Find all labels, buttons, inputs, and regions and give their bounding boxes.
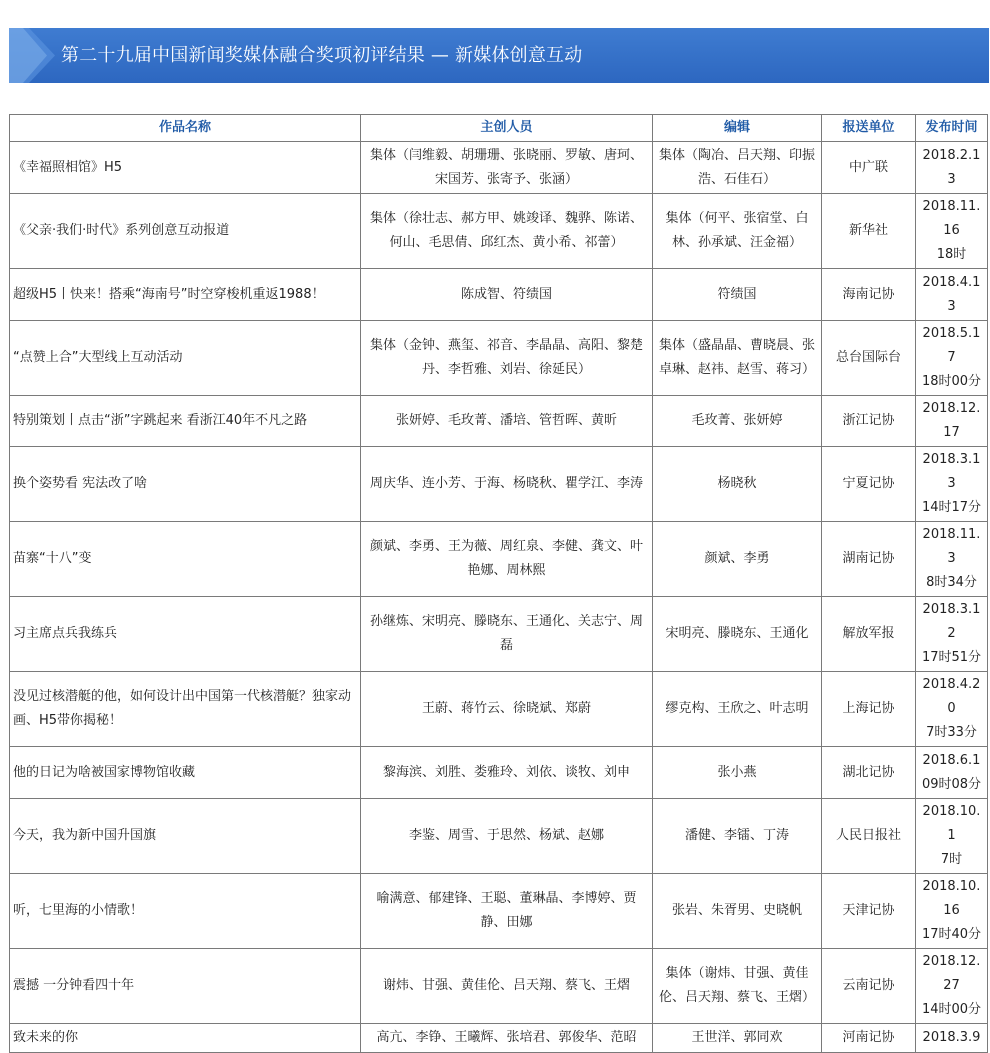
cell-editors: 毛玫菁、张妍婷 (653, 396, 822, 447)
cell-unit: 总台国际台 (822, 321, 916, 396)
title-banner (9, 28, 989, 83)
cell-unit: 新华社 (822, 194, 916, 269)
table-row (10, 321, 988, 396)
publish-clock-time: 18时00分 (921, 374, 982, 389)
header-date: 发布时间 (916, 115, 988, 142)
header-title: 作品名称 (10, 115, 361, 142)
cell-publish-time (916, 396, 988, 447)
header-unit: 报送单位 (822, 115, 916, 142)
cell-editors: 杨晓秋 (653, 447, 822, 522)
cell-title: 苗寨“十八”变 (10, 522, 361, 597)
publish-date: 2018.3.12 (922, 602, 981, 641)
cell-unit: 宁夏记协 (822, 447, 916, 522)
cell-title: 特别策划丨点击“浙”字跳起来 看浙江40年不凡之路 (10, 396, 361, 447)
cell-editors: 集体（谢炜、甘强、黄佳伦、吕天翔、蔡飞、王熠） (653, 949, 822, 1024)
publish-clock-time: 17时40分 (921, 927, 982, 942)
publish-clock-time: 17时51分 (921, 650, 982, 665)
table-row (10, 1024, 988, 1053)
table-row (10, 396, 988, 447)
publish-date: 2018.3.9 (922, 1030, 981, 1045)
cell-creators: 喻满意、郁建锋、王聪、董琳晶、李博婷、贾静、田娜 (361, 874, 653, 949)
cell-creators: 集体（金钟、燕玺、祁音、李晶晶、高阳、黎楚丹、李哲雅、刘岩、徐延民） (361, 321, 653, 396)
cell-title: 《父亲·我们·时代》系列创意互动报道 (10, 194, 361, 269)
cell-editors: 缪克构、王欣之、叶志明 (653, 672, 822, 747)
table-row (10, 874, 988, 949)
header-editors: 编辑 (653, 115, 822, 142)
publish-clock-time: 8时34分 (926, 575, 977, 590)
cell-title: 致未来的你 (10, 1024, 361, 1053)
publish-clock-time: 7时33分 (926, 725, 977, 740)
cell-unit: 人民日报社 (822, 799, 916, 874)
cell-creators: 谢炜、甘强、黄佳伦、吕天翔、蔡飞、王熠 (361, 949, 653, 1024)
cell-editors: 集体（陶冶、吕天翔、印振浩、石佳石） (653, 142, 822, 194)
cell-creators: 集体（闫维毅、胡珊珊、张晓丽、罗敏、唐珂、宋国芳、张寄予、张涵） (361, 142, 653, 194)
cell-publish-time (916, 522, 988, 597)
publish-date: 2018.11.3 (922, 527, 981, 566)
cell-editors: 王世洋、郭同欢 (653, 1024, 822, 1053)
cell-unit: 天津记协 (822, 874, 916, 949)
cell-title: 没见过核潜艇的他，如何设计出中国第一代核潜艇？独家动画、H5带你揭秘！ (10, 672, 361, 747)
table-row (10, 672, 988, 747)
cell-editors: 张岩、朱胥男、史晓帆 (653, 874, 822, 949)
cell-publish-time (916, 269, 988, 321)
cell-editors: 符绩国 (653, 269, 822, 321)
cell-editors: 颜斌、李勇 (653, 522, 822, 597)
table-body (10, 142, 988, 1053)
cell-creators: 颜斌、李勇、王为薇、周红泉、李健、龚文、叶艳娜、周林熙 (361, 522, 653, 597)
publish-clock-time: 14时17分 (921, 500, 982, 515)
cell-unit: 解放军报 (822, 597, 916, 672)
page-title: 第二十九届中国新闻奖媒体融合奖项初评结果 — 新媒体创意互动 (61, 45, 583, 66)
cell-title: 换个姿势看 宪法改了啥 (10, 447, 361, 522)
publish-date: 2018.10.16 (922, 879, 981, 918)
cell-editors: 集体（盛晶晶、曹晓晨、张卓琳、赵祎、赵雪、蒋习） (653, 321, 822, 396)
publish-clock-time: 09时08分 (921, 776, 982, 792)
chevron-right-icon (9, 28, 63, 83)
table-row (10, 194, 988, 269)
cell-publish-time (916, 874, 988, 949)
publish-date: 2018.11.16 (922, 199, 981, 238)
cell-unit: 海南记协 (822, 269, 916, 321)
table-row (10, 949, 988, 1024)
publish-date: 2018.5.17 (922, 326, 981, 365)
publish-clock-time: 18时 (936, 247, 967, 262)
cell-editors: 集体（何平、张宿堂、白林、孙承斌、汪金福） (653, 194, 822, 269)
publish-date: 2018.3.13 (922, 452, 981, 491)
results-table (9, 114, 988, 1053)
cell-creators: 高亢、李铮、王曦辉、张培君、郭俊华、范昭 (361, 1024, 653, 1053)
cell-editors: 潘健、李镭、丁涛 (653, 799, 822, 874)
table-row (10, 447, 988, 522)
cell-publish-time (916, 194, 988, 269)
cell-publish-time (916, 799, 988, 874)
table-row (10, 522, 988, 597)
cell-editors: 张小燕 (653, 747, 822, 799)
cell-title: 他的日记为啥被国家博物馆收藏 (10, 747, 361, 799)
publish-clock-time: 14时00分 (921, 1002, 982, 1017)
table-row (10, 799, 988, 874)
cell-creators: 王蔚、蒋竹云、徐晓斌、郑蔚 (361, 672, 653, 747)
publish-date: 2018.4.20 (922, 677, 981, 716)
publish-date: 2018.10.1 (922, 804, 981, 843)
cell-unit: 云南记协 (822, 949, 916, 1024)
cell-creators: 孙继炼、宋明亮、滕晓东、王通化、关志宁、周磊 (361, 597, 653, 672)
header-creators: 主创人员 (361, 115, 653, 142)
cell-title: 听，七里海的小情歌！ (10, 874, 361, 949)
table-row (10, 597, 988, 672)
cell-publish-time (916, 672, 988, 747)
cell-publish-time (916, 447, 988, 522)
cell-publish-time (916, 321, 988, 396)
cell-title: 超级H5丨快来！搭乘“海南号”时空穿梭机重返1988！ (10, 269, 361, 321)
cell-title: 今天，我为新中国升国旗 (10, 799, 361, 874)
publish-date: 2018.12.27 (922, 954, 981, 993)
cell-title: 习主席点兵我练兵 (10, 597, 361, 672)
cell-publish-time (916, 949, 988, 1024)
cell-unit: 河南记协 (822, 1024, 916, 1053)
cell-publish-time (916, 597, 988, 672)
cell-creators: 陈成智、符绩国 (361, 269, 653, 321)
publish-clock-time: 7时 (940, 852, 963, 867)
cell-title: 震撼 一分钟看四十年 (10, 949, 361, 1024)
cell-title: 《幸福照相馆》H5 (10, 142, 361, 194)
cell-creators: 张妍婷、毛玫菁、潘培、管哲晖、黄昕 (361, 396, 653, 447)
cell-unit: 湖南记协 (822, 522, 916, 597)
publish-date: 2018.6.1 (922, 752, 981, 768)
cell-publish-time (916, 1024, 988, 1053)
cell-editors: 宋明亮、滕晓东、王通化 (653, 597, 822, 672)
publish-date: 2018.2.13 (922, 147, 981, 187)
cell-publish-time (916, 142, 988, 194)
cell-creators: 李鉴、周雪、于思然、杨斌、赵娜 (361, 799, 653, 874)
publish-date: 2018.12.17 (922, 401, 981, 440)
publish-date: 2018.4.13 (922, 274, 981, 314)
cell-unit: 浙江记协 (822, 396, 916, 447)
table-row (10, 269, 988, 321)
cell-creators: 周庆华、连小芳、于海、杨晓秋、瞿学江、李涛 (361, 447, 653, 522)
table-row (10, 747, 988, 799)
cell-creators: 黎海滨、刘胜、娄雅玲、刘依、谈牧、刘申 (361, 747, 653, 799)
cell-unit: 湖北记协 (822, 747, 916, 799)
cell-unit: 中广联 (822, 142, 916, 194)
cell-unit: 上海记协 (822, 672, 916, 747)
table-header-row (10, 115, 988, 142)
cell-title: “点赞上合”大型线上互动活动 (10, 321, 361, 396)
table-row (10, 142, 988, 194)
cell-creators: 集体（徐壮志、郝方甲、姚竣译、魏骅、陈诺、何山、毛思倩、邱红杰、黄小希、祁蕾） (361, 194, 653, 269)
cell-publish-time (916, 747, 988, 799)
